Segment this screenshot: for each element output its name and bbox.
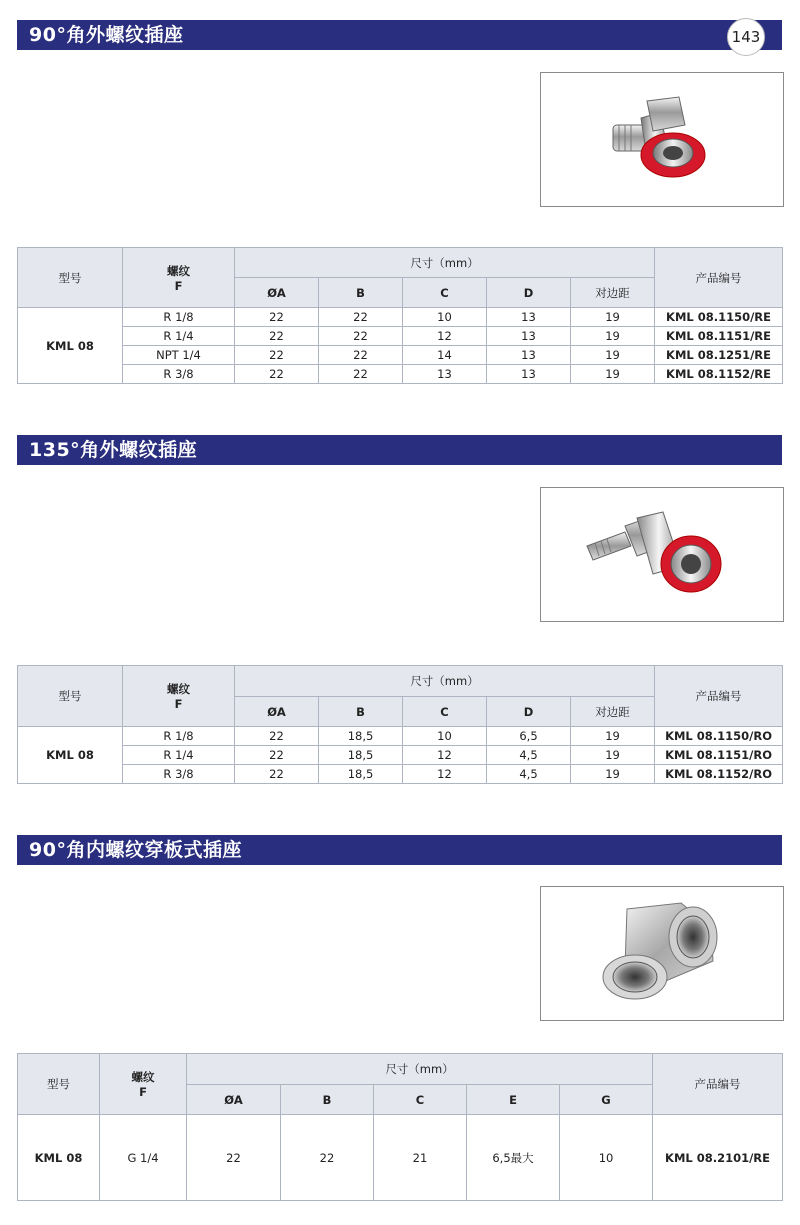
section-title-bar — [17, 20, 782, 50]
value-cell: 14 — [403, 346, 487, 365]
value-cell: 6,5最大 — [467, 1115, 560, 1201]
thread-cell: G 1/4 — [100, 1115, 187, 1201]
header-dim-g: G — [560, 1085, 653, 1115]
section-title-bar — [17, 435, 782, 465]
product-code-cell: KML 08.1150/RO — [655, 727, 783, 746]
thread-cell: R 1/8 — [123, 308, 235, 327]
coupler-135-illustration — [541, 488, 783, 621]
value-cell: 21 — [374, 1115, 467, 1201]
value-cell: 6,5 — [487, 727, 571, 746]
header-thread — [123, 248, 235, 308]
header-product-code: 产品编号 — [653, 1054, 783, 1115]
table-row — [18, 727, 783, 746]
header-thread-label: 螺纹 — [131, 1070, 155, 1084]
header-thread-sub: F — [174, 278, 183, 293]
header-dimensions: 尺寸（mm） — [187, 1054, 653, 1085]
spec-table-90-female — [17, 1053, 783, 1201]
value-cell: 13 — [487, 346, 571, 365]
product-code-cell: KML 08.1151/RE — [655, 327, 783, 346]
thread-cell: R 1/4 — [123, 327, 235, 346]
value-cell: 22 — [281, 1115, 374, 1201]
header-thread — [100, 1054, 187, 1115]
header-dim-c: C — [403, 697, 487, 727]
table-row — [18, 1115, 783, 1201]
thread-cell: R 3/8 — [123, 365, 235, 384]
value-cell: 10 — [403, 727, 487, 746]
value-cell: 19 — [571, 727, 655, 746]
value-cell: 18,5 — [319, 746, 403, 765]
model-cell: KML 08 — [18, 1115, 100, 1201]
thread-cell: NPT 1/4 — [123, 346, 235, 365]
header-product-code: 产品编号 — [655, 666, 783, 727]
header-dim-b: B — [319, 278, 403, 308]
header-dim-b: B — [281, 1085, 374, 1115]
spec-table-135-male — [17, 665, 783, 784]
value-cell: 13 — [487, 365, 571, 384]
value-cell: 22 — [235, 346, 319, 365]
header-dim-flats: 对边距 — [571, 278, 655, 308]
value-cell: 12 — [403, 327, 487, 346]
value-cell: 4,5 — [487, 746, 571, 765]
table-header-row — [18, 1054, 783, 1085]
value-cell: 12 — [403, 765, 487, 784]
thread-cell: R 1/4 — [123, 746, 235, 765]
model-cell: KML 08 — [18, 727, 123, 784]
section-title: 90°角内螺纹穿板式插座 — [29, 839, 242, 861]
header-dim-d: D — [487, 278, 571, 308]
value-cell: 10 — [403, 308, 487, 327]
product-photo-90-female — [540, 886, 784, 1021]
value-cell: 22 — [319, 327, 403, 346]
thread-cell: R 1/8 — [123, 727, 235, 746]
value-cell: 13 — [487, 327, 571, 346]
header-dimensions: 尺寸（mm） — [235, 248, 655, 278]
product-code-cell: KML 08.2101/RE — [653, 1115, 783, 1201]
table-row — [18, 308, 783, 327]
product-code-cell: KML 08.1150/RE — [655, 308, 783, 327]
value-cell: 22 — [235, 308, 319, 327]
value-cell: 22 — [319, 308, 403, 327]
value-cell: 22 — [235, 727, 319, 746]
header-thread-sub: F — [174, 697, 183, 711]
value-cell: 19 — [571, 365, 655, 384]
page-number: 143 — [727, 18, 765, 56]
spec-table-90-male — [17, 247, 783, 384]
model-cell: KML 08 — [18, 308, 123, 384]
value-cell: 22 — [235, 746, 319, 765]
value-cell: 13 — [487, 308, 571, 327]
header-dim-e: E — [467, 1085, 560, 1115]
value-cell: 22 — [235, 765, 319, 784]
value-cell: 19 — [571, 746, 655, 765]
header-model: 型号 — [18, 248, 123, 308]
header-dim-a: ØA — [235, 697, 319, 727]
value-cell: 10 — [560, 1115, 653, 1201]
header-thread-label: 螺纹 — [167, 263, 190, 278]
value-cell: 12 — [403, 746, 487, 765]
table-row — [18, 365, 783, 384]
value-cell: 19 — [571, 327, 655, 346]
value-cell: 22 — [319, 365, 403, 384]
section-title: 90°角外螺纹插座 — [29, 24, 184, 46]
product-code-cell: KML 08.1152/RO — [655, 765, 783, 784]
value-cell: 19 — [571, 308, 655, 327]
section-title-bar — [17, 835, 782, 865]
header-dim-d: D — [487, 697, 571, 727]
table-row — [18, 346, 783, 365]
thread-cell: R 3/8 — [123, 765, 235, 784]
header-dim-a: ØA — [187, 1085, 281, 1115]
value-cell: 18,5 — [319, 727, 403, 746]
table-header-row — [18, 248, 783, 278]
header-dim-c: C — [403, 278, 487, 308]
product-photo-90-male — [540, 72, 784, 207]
table-header-row — [18, 666, 783, 697]
header-thread-sub: F — [139, 1085, 147, 1099]
coupler-90-illustration — [541, 73, 783, 206]
value-cell: 19 — [571, 346, 655, 365]
product-photo-135-male — [540, 487, 784, 622]
value-cell: 22 — [235, 327, 319, 346]
value-cell: 4,5 — [487, 765, 571, 784]
header-dim-c: C — [374, 1085, 467, 1115]
header-thread-label: 螺纹 — [167, 682, 190, 696]
table-row — [18, 327, 783, 346]
product-code-cell: KML 08.1151/RO — [655, 746, 783, 765]
table-row — [18, 765, 783, 784]
header-product-code: 产品编号 — [655, 248, 783, 308]
header-model: 型号 — [18, 666, 123, 727]
section-title: 135°角外螺纹插座 — [29, 439, 198, 461]
elbow-female-illustration — [541, 887, 783, 1020]
product-code-cell: KML 08.1152/RE — [655, 365, 783, 384]
value-cell: 22 — [187, 1115, 281, 1201]
header-dim-b: B — [319, 697, 403, 727]
header-thread — [123, 666, 235, 727]
product-code-cell: KML 08.1251/RE — [655, 346, 783, 365]
value-cell: 22 — [319, 346, 403, 365]
header-dim-a: ØA — [235, 278, 319, 308]
header-dim-flats: 对边距 — [571, 697, 655, 727]
table-row — [18, 746, 783, 765]
value-cell: 22 — [235, 365, 319, 384]
value-cell: 13 — [403, 365, 487, 384]
value-cell: 19 — [571, 765, 655, 784]
value-cell: 18,5 — [319, 765, 403, 784]
header-model: 型号 — [18, 1054, 100, 1115]
header-dimensions: 尺寸（mm） — [235, 666, 655, 697]
